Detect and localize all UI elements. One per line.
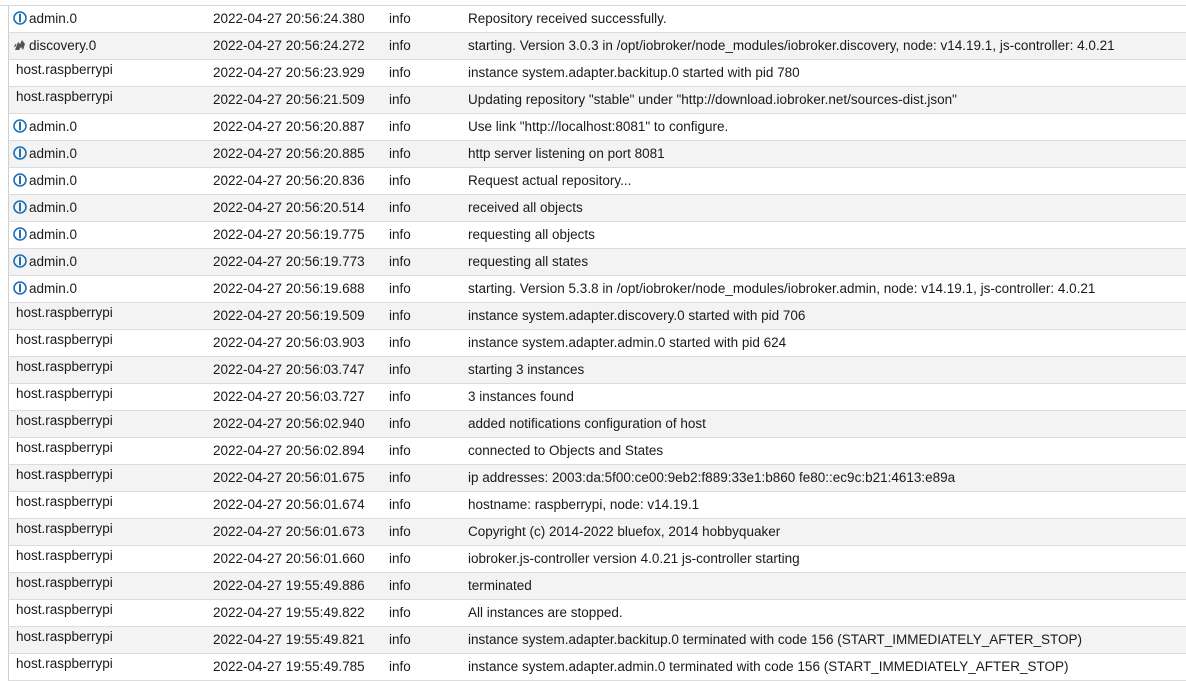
log-row[interactable] [8, 330, 1186, 357]
log-timestamp: 2022-04-27 20:56:24.380 [213, 11, 365, 26]
log-message: Repository received successfully. [468, 11, 667, 26]
log-severity: info [389, 632, 411, 647]
log-row[interactable] [8, 195, 1186, 222]
log-source-label: host.raspberrypi [16, 494, 113, 509]
log-severity: info [389, 443, 411, 458]
admin-icon [13, 143, 27, 157]
log-row[interactable] [8, 249, 1186, 276]
log-source [13, 6, 203, 32]
log-severity: info [389, 281, 411, 296]
admin-icon [13, 197, 27, 211]
log-source [13, 141, 203, 167]
log-timestamp: 2022-04-27 20:56:19.688 [213, 281, 365, 296]
log-message: requesting all objects [468, 227, 595, 242]
log-source [16, 60, 206, 83]
log-row[interactable] [8, 492, 1186, 519]
log-timestamp: 2022-04-27 20:56:20.887 [213, 119, 365, 134]
log-severity: info [389, 119, 411, 134]
log-timestamp: 2022-04-27 20:56:02.940 [213, 416, 365, 431]
log-timestamp: 2022-04-27 20:56:01.674 [213, 497, 365, 512]
log-message: instance system.adapter.discovery.0 started with pid 706 [468, 308, 806, 323]
log-timestamp: 2022-04-27 20:56:03.727 [213, 389, 365, 404]
log-message: instance system.adapter.admin.0 terminated with code 156 (START_IMMEDIATELY_AFTER_STOP) [468, 659, 1069, 674]
log-source [13, 249, 203, 275]
log-message: instance system.adapter.backitup.0 terminated with code 156 (START_IMMEDIATELY_AFTER_STOP) [468, 632, 1083, 647]
log-severity: info [389, 65, 411, 80]
log-timestamp: 2022-04-27 19:55:49.821 [213, 632, 365, 647]
log-row[interactable] [8, 276, 1186, 303]
log-source-label: host.raspberrypi [16, 575, 113, 590]
log-severity: info [389, 173, 411, 188]
log-message: http server listening on port 8081 [468, 146, 665, 161]
log-row[interactable] [8, 141, 1186, 168]
log-source [16, 411, 206, 434]
log-source-label: admin.0 [29, 254, 78, 269]
log-timestamp: 2022-04-27 20:56:19.775 [213, 227, 365, 242]
admin-icon [13, 170, 27, 184]
log-message: requesting all states [468, 254, 589, 269]
log-source [13, 222, 203, 248]
log-source-label: host.raspberrypi [16, 332, 113, 347]
log-timestamp: 2022-04-27 20:56:20.514 [213, 200, 365, 215]
log-row[interactable] [8, 519, 1186, 546]
log-row[interactable] [8, 384, 1186, 411]
log-severity: info [389, 551, 411, 566]
log-source [16, 492, 206, 515]
log-row[interactable] [8, 222, 1186, 249]
log-source [13, 168, 203, 194]
log-source [16, 654, 206, 677]
log-row[interactable] [8, 168, 1186, 195]
log-severity: info [389, 578, 411, 593]
log-message: connected to Objects and States [468, 443, 664, 458]
log-row[interactable] [8, 627, 1186, 654]
log-message: instance system.adapter.backitup.0 started with pid 780 [468, 65, 800, 80]
log-message: 3 instances found [468, 389, 574, 404]
log-message: iobroker.js-controller version 4.0.21 js-controller starting [468, 551, 800, 566]
log-source [16, 438, 206, 461]
log-message: Use link "http://localhost:8081" to configure. [468, 119, 729, 134]
log-row[interactable] [8, 573, 1186, 600]
log-severity: info [389, 146, 411, 161]
log-source-label: host.raspberrypi [16, 629, 113, 644]
log-severity: info [389, 362, 411, 377]
log-row[interactable] [8, 600, 1186, 627]
log-message: instance system.adapter.admin.0 started with pid 624 [468, 335, 787, 350]
log-source-label: admin.0 [29, 227, 78, 242]
log-row[interactable] [8, 654, 1186, 681]
log-timestamp: 2022-04-27 20:56:01.673 [213, 524, 365, 539]
log-message: Updating repository "stable" under "http://download.iobroker.net/sources-dist.json" [468, 92, 957, 107]
log-severity: info [389, 11, 411, 26]
log-source-label: host.raspberrypi [16, 548, 113, 563]
log-source-label: admin.0 [29, 200, 78, 215]
log-row[interactable] [8, 357, 1186, 384]
log-timestamp: 2022-04-27 20:56:01.675 [213, 470, 365, 485]
log-source [13, 195, 203, 221]
log-severity: info [389, 389, 411, 404]
log-source-label: host.raspberrypi [16, 656, 113, 671]
log-row[interactable] [8, 546, 1186, 573]
log-source-label: admin.0 [29, 281, 78, 296]
log-source-label: admin.0 [29, 173, 78, 188]
log-source-label: host.raspberrypi [16, 602, 113, 617]
log-source [16, 87, 206, 110]
log-source-label: discovery.0 [29, 38, 97, 53]
admin-icon [13, 8, 27, 22]
log-timestamp: 2022-04-27 20:56:21.509 [213, 92, 365, 107]
log-source-label: admin.0 [29, 119, 78, 134]
log-timestamp: 2022-04-27 20:56:19.773 [213, 254, 365, 269]
log-source-label: host.raspberrypi [16, 521, 113, 536]
log-severity: info [389, 200, 411, 215]
log-row[interactable] [8, 411, 1186, 438]
log-source [16, 519, 206, 542]
log-source-label: admin.0 [29, 146, 78, 161]
log-message: starting 3 instances [468, 362, 585, 377]
log-source [16, 546, 206, 569]
log-source-label: admin.0 [29, 11, 78, 26]
log-message: All instances are stopped. [468, 605, 623, 620]
log-source-label: host.raspberrypi [16, 386, 113, 401]
log-message: hostname: raspberrypi, node: v14.19.1 [468, 497, 700, 512]
log-source-label: host.raspberrypi [16, 359, 113, 374]
log-timestamp: 2022-04-27 20:56:24.272 [213, 38, 365, 53]
log-row[interactable] [8, 303, 1186, 330]
admin-icon [13, 278, 27, 292]
log-timestamp: 2022-04-27 19:55:49.822 [213, 605, 365, 620]
log-severity: info [389, 524, 411, 539]
log-timestamp: 2022-04-27 20:56:01.660 [213, 551, 365, 566]
log-source [16, 330, 206, 353]
log-message: starting. Version 3.0.3 in /opt/iobroker/node_modules/iobroker.discovery, node: v14.19.1, js-controller: 4.0.21 [468, 38, 1115, 53]
log-source [13, 276, 203, 302]
log-severity: info [389, 227, 411, 242]
log-severity: info [389, 416, 411, 431]
log-timestamp: 2022-04-27 20:56:19.509 [213, 308, 365, 323]
log-source-label: host.raspberrypi [16, 89, 113, 104]
log-source-label: host.raspberrypi [16, 467, 113, 482]
log-row[interactable] [8, 438, 1186, 465]
log-message: Request actual repository... [468, 173, 632, 188]
log-source [16, 384, 206, 407]
log-message: Copyright (c) 2014-2022 bluefox, 2014 hobbyquaker [468, 524, 781, 539]
log-severity: info [389, 605, 411, 620]
log-source [16, 303, 206, 326]
admin-icon [13, 251, 27, 265]
log-severity: info [389, 254, 411, 269]
log-source-label: host.raspberrypi [16, 413, 113, 428]
admin-icon [13, 116, 27, 130]
log-message: starting. Version 5.3.8 in /opt/iobroker/node_modules/iobroker.admin, node: v14.19.1, js-controller: 4.0.21 [468, 281, 1096, 296]
log-timestamp: 2022-04-27 20:56:20.836 [213, 173, 365, 188]
log-message: terminated [468, 578, 532, 593]
log-source [13, 114, 203, 140]
log-row[interactable] [8, 465, 1186, 492]
log-source [13, 33, 203, 59]
log-severity: info [389, 38, 411, 53]
log-row[interactable] [8, 6, 1186, 33]
log-row[interactable] [8, 60, 1186, 87]
log-row[interactable] [8, 114, 1186, 141]
log-severity: info [389, 335, 411, 350]
log-source [16, 627, 206, 650]
log-timestamp: 2022-04-27 20:56:23.929 [213, 65, 365, 80]
discovery-icon [13, 35, 27, 49]
log-severity: info [389, 497, 411, 512]
log-source [16, 573, 206, 596]
log-severity: info [389, 470, 411, 485]
log-row[interactable] [8, 33, 1186, 60]
log-timestamp: 2022-04-27 19:55:49.785 [213, 659, 365, 674]
log-timestamp: 2022-04-27 20:56:20.885 [213, 146, 365, 161]
log-severity: info [389, 92, 411, 107]
log-message: ip addresses: 2003:da:5f00:ce00:9eb2:f889:33e1:b860 fe80::ec9c:b21:4613:e89a [468, 470, 956, 485]
log-source-label: host.raspberrypi [16, 62, 113, 77]
log-source [16, 600, 206, 623]
log-severity: info [389, 308, 411, 323]
log-table [0, 5, 1186, 681]
admin-icon [13, 224, 27, 238]
log-source [16, 465, 206, 488]
log-timestamp: 2022-04-27 20:56:02.894 [213, 443, 365, 458]
log-source-label: host.raspberrypi [16, 305, 113, 320]
log-row[interactable] [8, 87, 1186, 114]
log-severity: info [389, 659, 411, 674]
log-message: added notifications configuration of host [468, 416, 706, 431]
log-source [16, 357, 206, 380]
log-timestamp: 2022-04-27 19:55:49.886 [213, 578, 365, 593]
log-source-label: host.raspberrypi [16, 440, 113, 455]
log-timestamp: 2022-04-27 20:56:03.903 [213, 335, 365, 350]
log-message: received all objects [468, 200, 583, 215]
log-timestamp: 2022-04-27 20:56:03.747 [213, 362, 365, 377]
